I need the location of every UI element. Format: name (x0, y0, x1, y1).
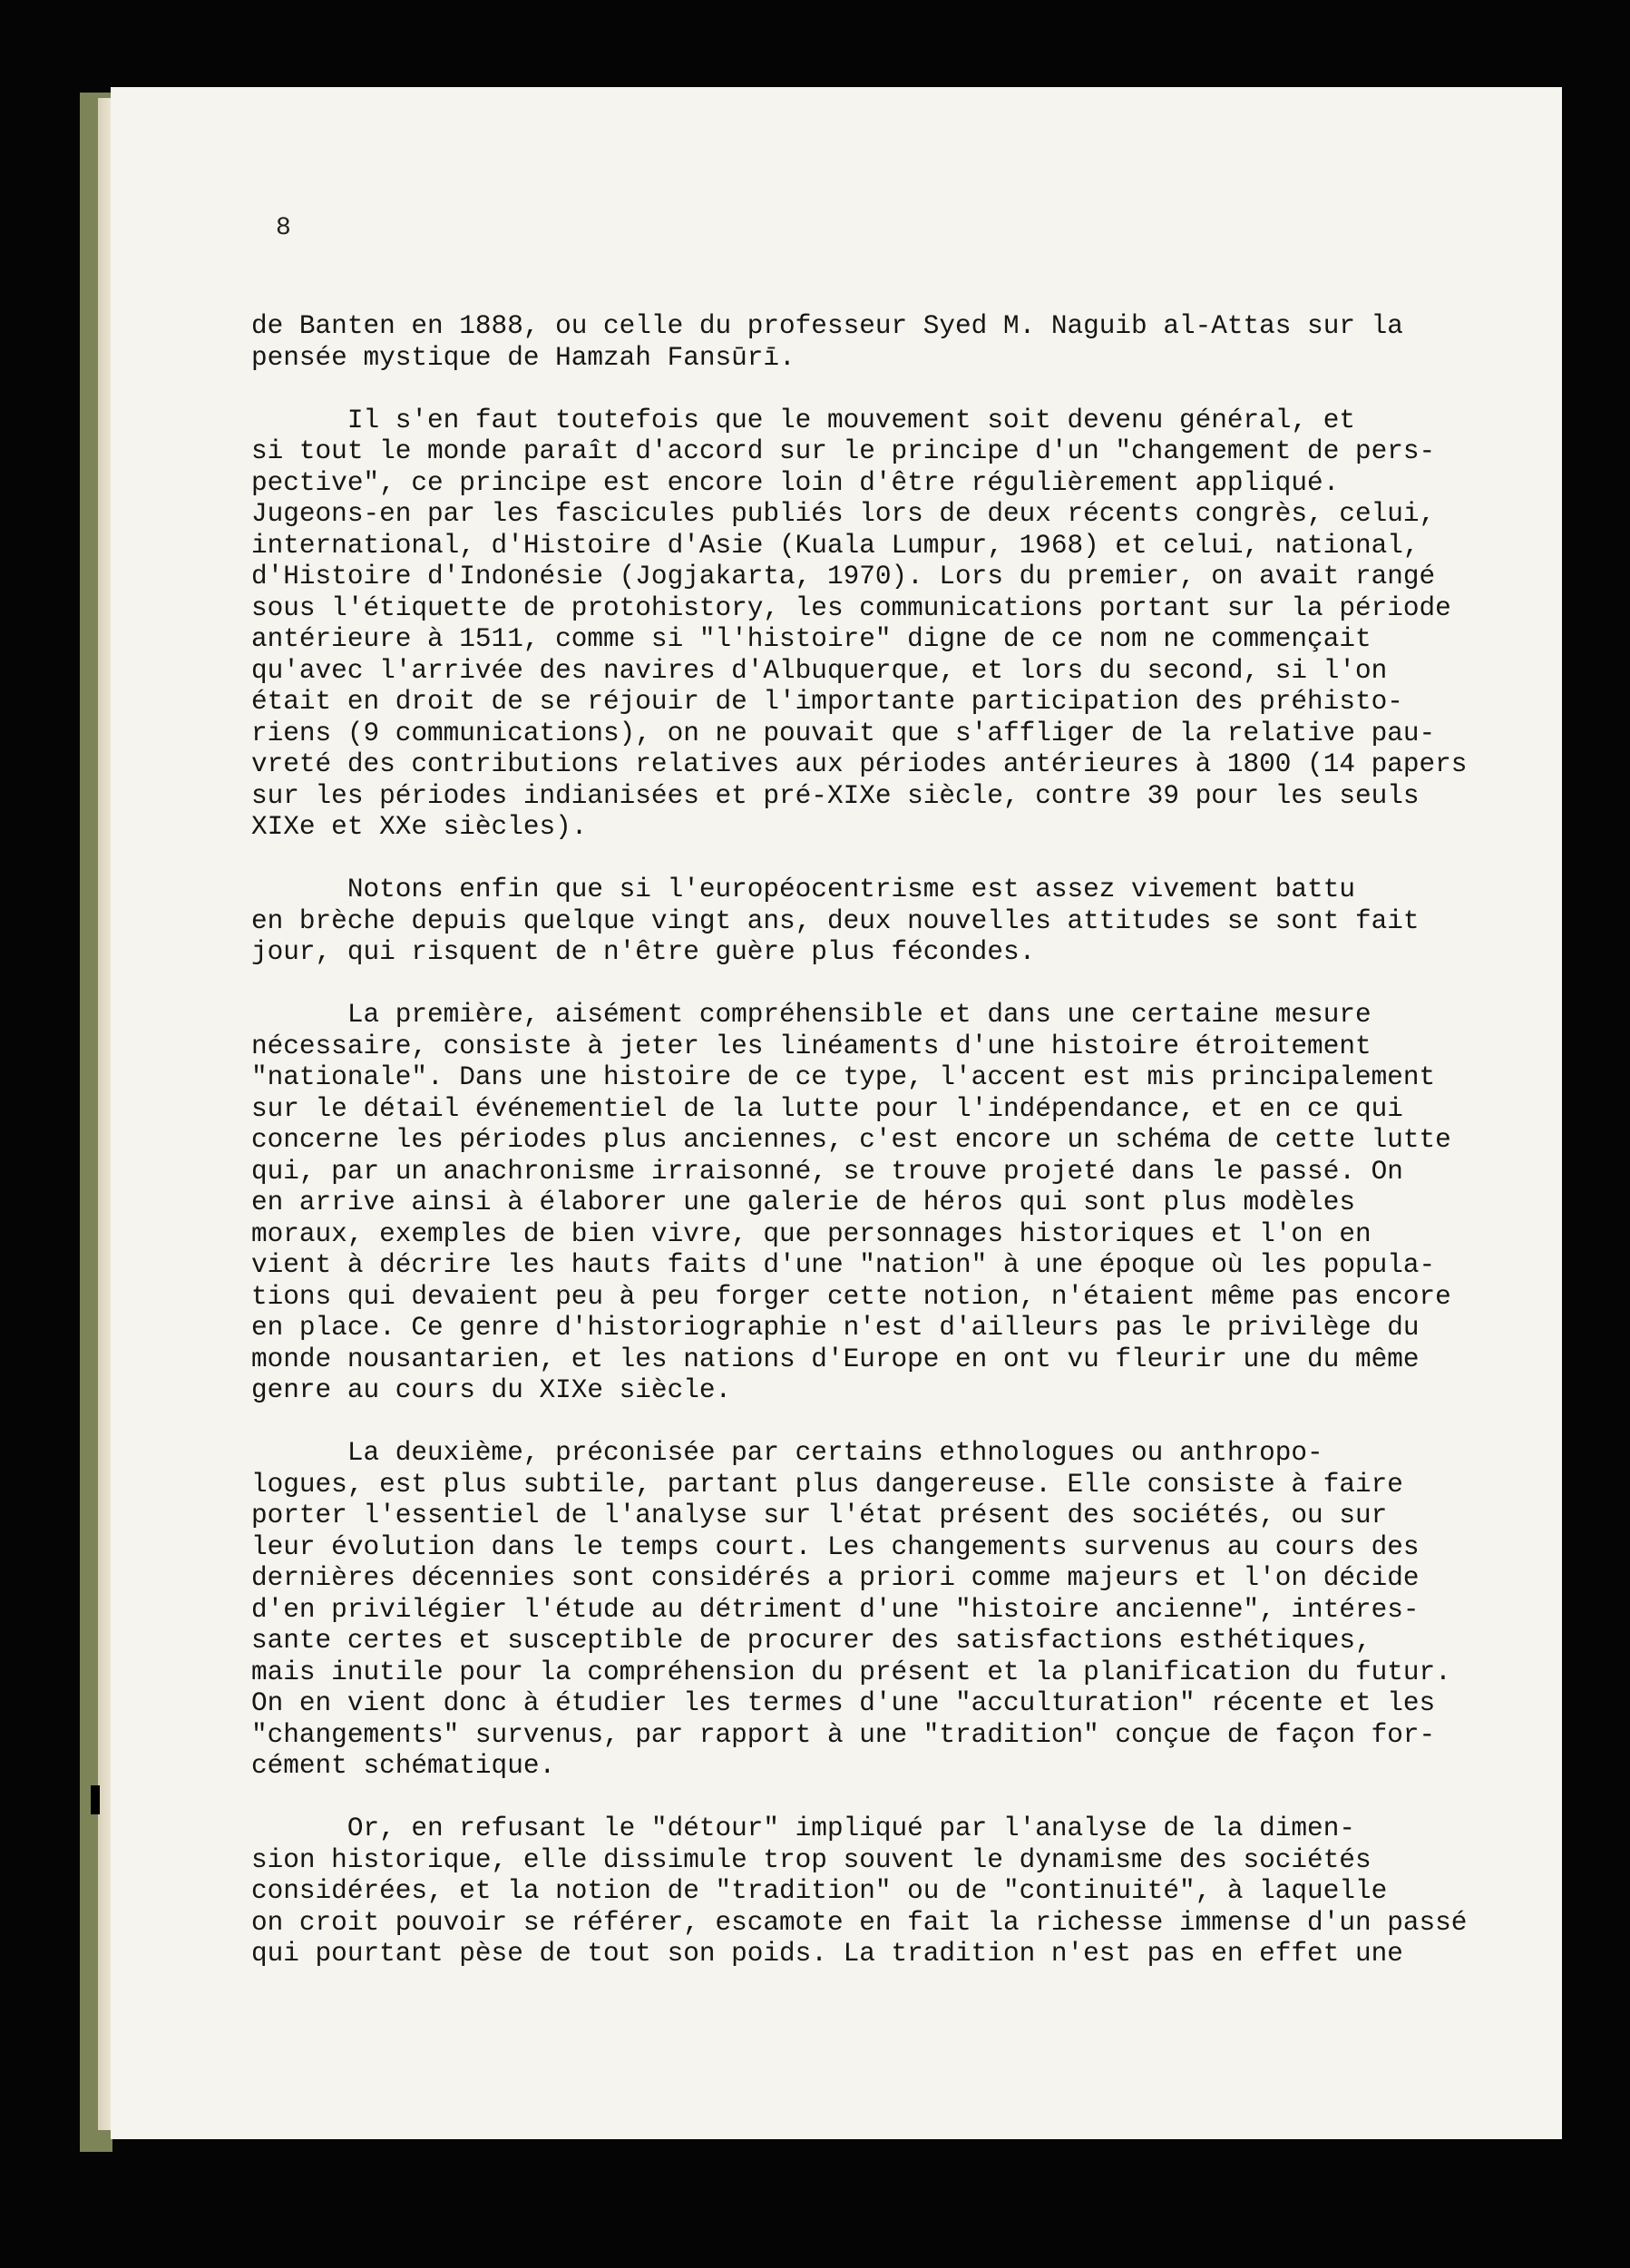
paragraph-5: La deuxième, préconisée par certains ethnologues ou anthropo- logues, est plus subtile, partant plus dangereuse. Elle consiste à faire porter l'essentiel de l'analyse sur l'état présent des sociétés, ou sur leur évolution dans le temps court. Les changements survenus au cours des dernières décennies sont considérés a priori comme majeurs et l'on décide d'en privilégier l'étude au détriment d'une "histoire ancienne", intéres- sante certes et susceptible de procurer des satisfactions esthétiques, mais inutile pour la compréhension du présent et la planification du futur. On en vient donc à étudier les termes d'une "acculturation" récente et les "changements" survenus, par rapport à une "tradition" conçue de façon for- cément schématique. (251, 1438, 1451, 1781)
page-number: 8 (276, 214, 291, 242)
paragraph-6: Or, en refusant le "détour" impliqué par l'analyse de la dimen- sion historique, elle dissimule trop souvent le dynamisme des sociétés considérées, et la notion de "tradition" ou de "continuité", à laquelle on croit pouvoir se référer, escamote en fait la richesse immense d'un passé qui pourtant pèse de tout son poids. La tradition n'est pas en effet une (251, 1813, 1468, 1969)
document-page (111, 87, 1562, 2139)
margin-mark (91, 1785, 100, 1814)
paragraph-1: de Banten en 1888, ou celle du professeur Syed M. Naguib al-Attas sur la pensée mystique de Hamzah Fansūrī. (251, 311, 1403, 373)
paragraph-2: Il s'en faut toutefois que le mouvement soit devenu général, et si tout le monde paraît d'accord sur le principe d'un "changement de pers- pective", ce principe est encore loin d'être régulièrement appliqué. Jugeons-en par les fascicules publiés lors de deux récents congrès, celui, international, d'Histoire d'Asie (Kuala Lumpur, 1968) et celui, national, d'Histoire d'Indonésie (Jogjakarta, 1970). Lors du premier, on avait rangé sous l'étiquette de protohistory, les communications portant sur la période antérieure à 1511, comme si "l'histoire" digne de ce nom ne commençait qu'avec l'arrivée des navires d'Albuquerque, et lors du second, si l'on était en droit de se réjouir de l'importante participation des préhisto- riens (9 communications), on ne pouvait que s'affliger de la relative pau- vreté des contributions relatives aux périodes antérieures à 1800 (14 papers sur les périodes indianisées et pré-XIXe siècle, contre 39 pour les seuls XIXe et XXe siècles). (251, 405, 1468, 842)
text-body (251, 311, 1468, 1970)
paragraph-4: La première, aisément compréhensible et dans une certaine mesure nécessaire, consiste à jeter les linéaments d'une histoire étroitement "nationale". Dans une histoire de ce type, l'accent est mis principalement sur le détail événementiel de la lutte pour l'indépendance, et en ce qui concerne les périodes plus anciennes, c'est encore un schéma de cette lutte qui, par un anachronisme irraisonné, se trouve projeté dans le passé. On en arrive ainsi à élaborer une galerie de héros qui sont plus modèles moraux, exemples de bien vivre, que personnages historiques et l'on en vient à décrire les hauts faits d'une "nation" à une époque où les popula- tions qui devaient peu à peu forger cette notion, n'étaient même pas encore en place. Ce genre d'historiographie n'est d'ailleurs pas le privilège du monde nousantarien, et les nations d'Europe en ont vu fleurir une du même genre au cours du XIXe siècle. (251, 1000, 1451, 1405)
paragraph-3: Notons enfin que si l'européocentrisme est assez vivement battu en brèche depuis quelque vingt ans, deux nouvelles attitudes se sont fait jour, qui risquent de n'être guère plus fécondes. (251, 875, 1420, 967)
